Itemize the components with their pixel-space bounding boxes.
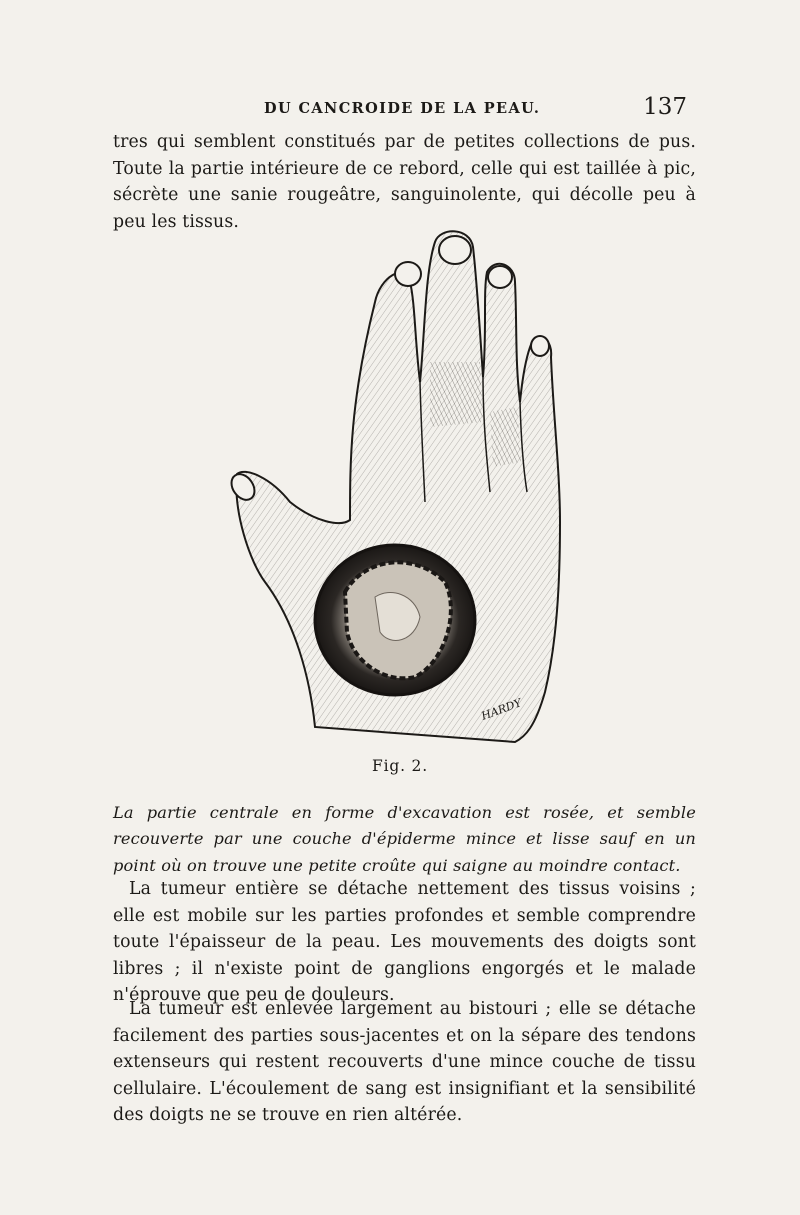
figure-caption: Fig. 2. bbox=[372, 757, 428, 775]
body-paragraph-4: La tumeur est enlevée largement au bistouri ; elle se détache facilement des parties sous-jacentes et on la sépare des tendons extenseurs qui restent recouverts d'une mince couche de tissu cellulaire. L'écoulement de sang est insignifiant et la sensibilité des doigts ne se trouve en rien altérée. bbox=[113, 999, 696, 1125]
italic-paragraph: La partie centrale en forme d'excavation est rosée, et semble recouverte par une couche d'épiderme mince et lisse sauf en un point où on trouve une petite croûte qui saigne au moindre contact. bbox=[113, 803, 696, 875]
hand-illustration bbox=[215, 222, 595, 752]
body-paragraph-1: tres qui semblent constitués par de petites collections de pus. Toute la partie intérieure de ce rebord, celle qui est taillée à pic, sécrète une sanie rougeâtre, sanguinolente, qui décolle peu à peu les tissus. bbox=[113, 132, 696, 232]
page-number: 137 bbox=[643, 94, 687, 120]
running-head bbox=[112, 96, 687, 122]
body-paragraph-3: La tumeur entière se détache nettement des tissus voisins ; elle est mobile sur les parties profondes et semble comprendre toute l'épaisseur de la peau. Les mouvements des doigts sont libres ; il n'existe point de ganglions engorgés et le malade n'éprouve que peu de douleurs. bbox=[113, 879, 696, 1005]
illustrator-signature: HARDY bbox=[479, 696, 524, 723]
running-title: DU CANCROIDE DE LA PEAU. bbox=[264, 100, 541, 117]
